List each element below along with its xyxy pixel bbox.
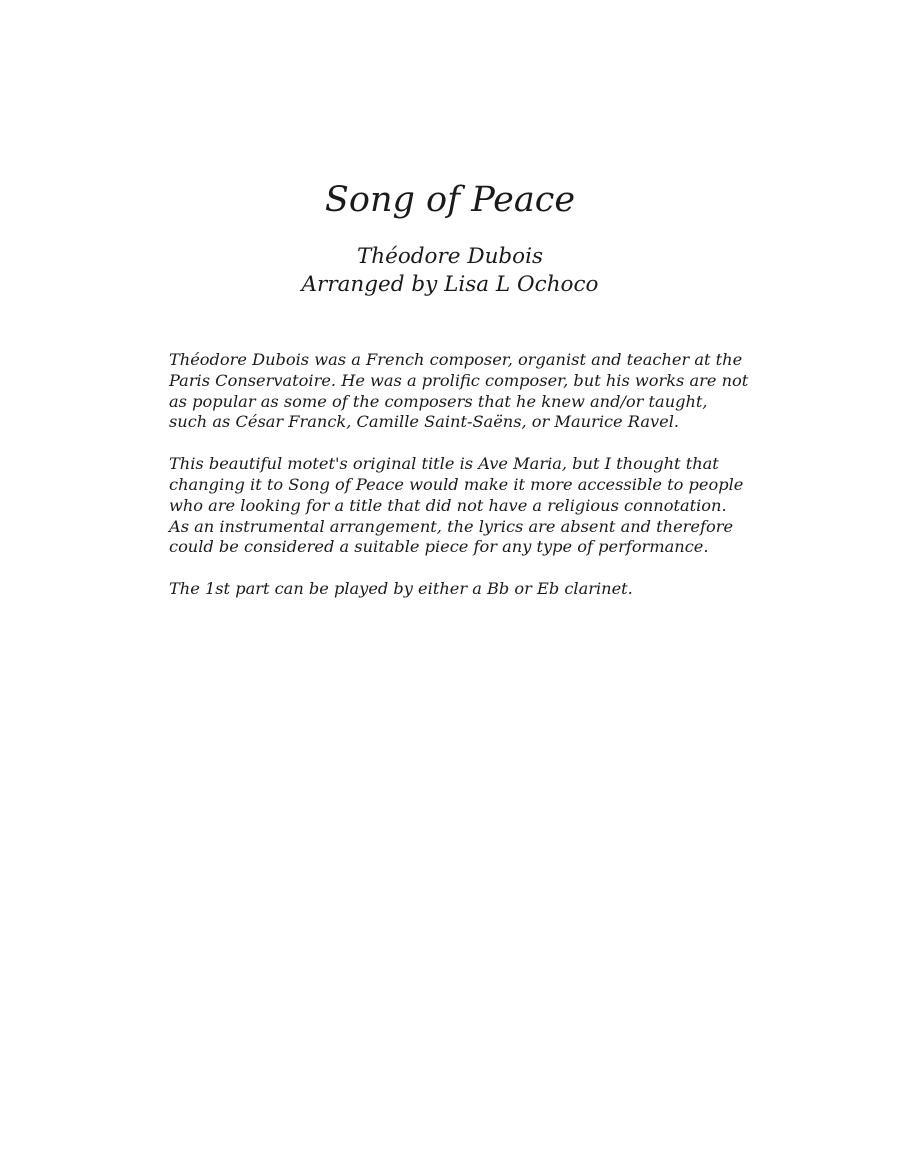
arranger-credit: Arranged by Lisa L Ochoco [301,272,599,297]
paragraph-title-note: This beautiful motet's original title is Ave Maria, but I thought that changing it to Song of Peace would make it more accessible to people who are looking for a title that did not have a religious connotation. As an instrumental arrangement, the lyrics are absent and therefore could be considered a suitable piece for any type of performance. [169,454,744,557]
program-notes [169,350,749,621]
composer-name: Théodore Dubois [356,244,544,269]
paragraph-clarinet-note: The 1st part can be played by either a Bb or Eb clarinet. [169,579,633,599]
paragraph-biography: Théodore Dubois was a French composer, organist and teacher at the Paris Conservatoire. He was a prolific composer, but his works are not as popular as some of the composers that he knew and/or taught, such as César Franck, Camille Saint-Saëns, or Maurice Ravel. [169,350,749,432]
page-title: Song of Peace [324,180,576,220]
